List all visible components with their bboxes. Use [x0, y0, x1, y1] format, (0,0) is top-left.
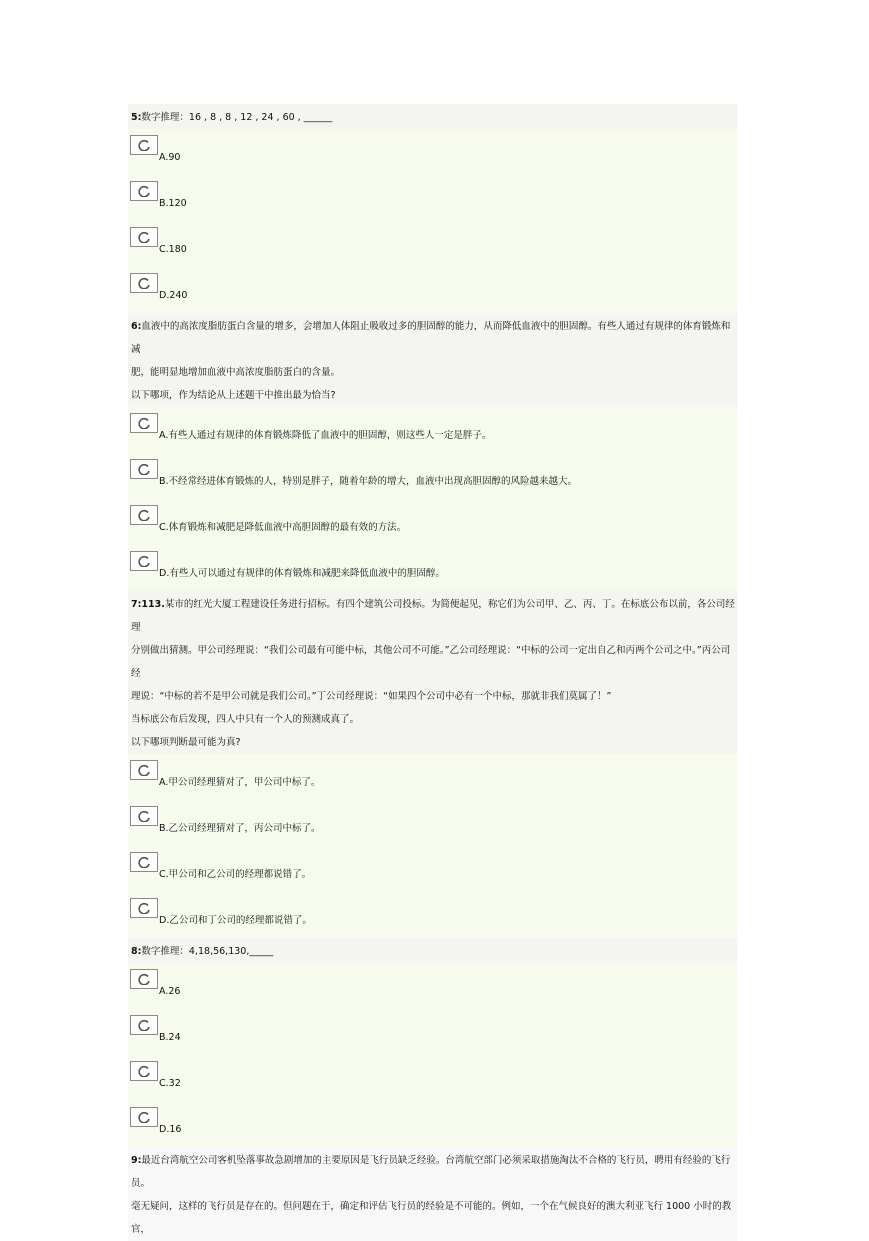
- radio-button[interactable]: [130, 852, 158, 872]
- option-a[interactable]: [128, 963, 737, 1009]
- option-label: D.240: [159, 290, 188, 301]
- question-line: 当标底公布后发现，四人中只有一个人的预测成真了。: [131, 714, 360, 725]
- question-6-options: [128, 407, 737, 591]
- question-line: 以下哪项，作为结论从上述题干中推出最为恰当?: [131, 390, 336, 401]
- question-line: 最近台湾航空公司客机坠落事故急剧增加的主要原因是飞行员缺乏经验。台湾航空部门必须采取措施淘汰不合格的飞行员，聘用有经验的飞行员。: [131, 1155, 731, 1189]
- option-label: C.180: [159, 244, 187, 255]
- option-label: A.90: [159, 152, 181, 163]
- radio-button[interactable]: [130, 1107, 158, 1127]
- radio-spinner-icon: [137, 277, 151, 289]
- option-label: C.32: [159, 1078, 181, 1089]
- option-label: C.体育锻炼和减肥是降低血液中高胆固醇的最有效的方法。: [159, 522, 407, 533]
- question-line: 某市的红光大厦工程建设任务进行招标。有四个建筑公司投标。为简便起见，称它们为公司甲、乙、丙、丁。在标底公布以前，各公司经理: [131, 599, 735, 633]
- radio-spinner-icon: [137, 1065, 151, 1077]
- question-number: 5:: [131, 112, 142, 123]
- radio-button[interactable]: [130, 1061, 158, 1081]
- question-number: 9:: [131, 1155, 142, 1166]
- option-label: D.有些人可以通过有规律的体育锻炼和减肥来降低血液中的胆固醇。: [159, 568, 445, 579]
- option-label: B.120: [159, 198, 187, 209]
- radio-spinner-icon: [137, 1111, 151, 1123]
- option-a[interactable]: [128, 407, 737, 453]
- option-b[interactable]: [128, 800, 737, 846]
- radio-button[interactable]: [130, 551, 158, 571]
- radio-button[interactable]: [130, 1015, 158, 1035]
- option-label: B.24: [159, 1032, 181, 1043]
- radio-spinner-icon: [137, 973, 151, 985]
- option-b[interactable]: [128, 453, 737, 499]
- radio-button[interactable]: [130, 898, 158, 918]
- question-number: 8:: [131, 946, 142, 957]
- option-c[interactable]: [128, 846, 737, 892]
- option-label: B.不经常经进体育锻炼的人，特别是胖子，随着年龄的增大，血液中出现高胆固醇的风险越来越大。: [159, 476, 578, 487]
- question-6: [128, 313, 737, 407]
- option-a[interactable]: [128, 754, 737, 800]
- radio-spinner-icon: [137, 764, 151, 776]
- radio-button[interactable]: [130, 181, 158, 201]
- radio-spinner-icon: [137, 231, 151, 243]
- radio-button[interactable]: [130, 969, 158, 989]
- option-label: D.乙公司和丁公司的经理都说错了。: [159, 915, 312, 926]
- question-line: 理说：“中标的若不是甲公司就是我们公司。”丁公司经理说：“如果四个公司中必有一个中标，那就非我们莫属了！”: [131, 691, 612, 702]
- option-b[interactable]: [128, 1009, 737, 1055]
- question-number: 6:: [131, 321, 142, 332]
- option-label: A.有些人通过有规律的体育锻炼降低了血液中的胆固醇，则这些人一定是胖子。: [159, 430, 492, 441]
- radio-spinner-icon: [137, 810, 151, 822]
- option-label: D.16: [159, 1124, 182, 1135]
- radio-spinner-icon: [137, 509, 151, 521]
- option-a[interactable]: [128, 129, 737, 175]
- question-text: 数字推理：16 , 8 , 8 , 12 , 24 , 60 , ______: [141, 112, 333, 123]
- radio-button[interactable]: [130, 505, 158, 525]
- option-d[interactable]: [128, 1101, 737, 1147]
- question-number: 7:113.: [131, 599, 165, 610]
- radio-button[interactable]: [130, 459, 158, 479]
- radio-spinner-icon: [137, 555, 151, 567]
- radio-button[interactable]: [130, 135, 158, 155]
- option-c[interactable]: [128, 499, 737, 545]
- option-c[interactable]: [128, 1055, 737, 1101]
- radio-spinner-icon: [137, 185, 151, 197]
- question-line: 毫无疑问，这样的飞行员是存在的。但问题在于，确定和评估飞行员的经验是不可能的。例如，一个在气候良好的澳大利亚飞行 1000 小时的教官，: [131, 1201, 732, 1235]
- question-7: [128, 591, 737, 754]
- option-label: A.甲公司经理猜对了，甲公司中标了。: [159, 777, 321, 788]
- question-5-options: [128, 129, 737, 313]
- radio-spinner-icon: [137, 1019, 151, 1031]
- exam-page: [128, 104, 737, 1241]
- radio-button[interactable]: [130, 413, 158, 433]
- radio-button[interactable]: [130, 760, 158, 780]
- question-line: 肥，能明显地增加血液中高浓度脂肪蛋白的含量。: [131, 367, 341, 378]
- option-label: B.乙公司经理猜对了，丙公司中标了。: [159, 823, 321, 834]
- radio-button[interactable]: [130, 227, 158, 247]
- question-5: [128, 104, 737, 129]
- radio-spinner-icon: [137, 856, 151, 868]
- radio-button[interactable]: [130, 806, 158, 826]
- option-d[interactable]: [128, 892, 737, 938]
- question-line: 血液中的高浓度脂肪蛋白含量的增多，会增加人体阻止吸收过多的胆固醇的能力，从而降低血液中的胆固醇。有些人通过有规律的体育锻炼和减: [131, 321, 731, 355]
- question-9: [128, 1147, 737, 1241]
- radio-spinner-icon: [137, 902, 151, 914]
- question-line: 以下哪项判断最可能为真?: [131, 737, 241, 748]
- question-8: [128, 938, 737, 963]
- question-8-options: [128, 963, 737, 1147]
- option-d[interactable]: [128, 545, 737, 591]
- question-text: 数字推理：4,18,56,130,_____: [141, 946, 274, 957]
- option-b[interactable]: [128, 175, 737, 221]
- option-d[interactable]: [128, 267, 737, 313]
- radio-spinner-icon: [137, 417, 151, 429]
- radio-spinner-icon: [137, 139, 151, 151]
- question-7-options: [128, 754, 737, 938]
- option-label: A.26: [159, 986, 181, 997]
- option-c[interactable]: [128, 221, 737, 267]
- radio-spinner-icon: [137, 463, 151, 475]
- radio-button[interactable]: [130, 273, 158, 293]
- question-line: 分别做出猜测。甲公司经理说：“我们公司最有可能中标，其他公司不可能。”乙公司经理说：“中标的公司一定出自乙和丙两个公司之中。”丙公司经: [131, 645, 731, 679]
- option-label: C.甲公司和乙公司的经理都说错了。: [159, 869, 312, 880]
